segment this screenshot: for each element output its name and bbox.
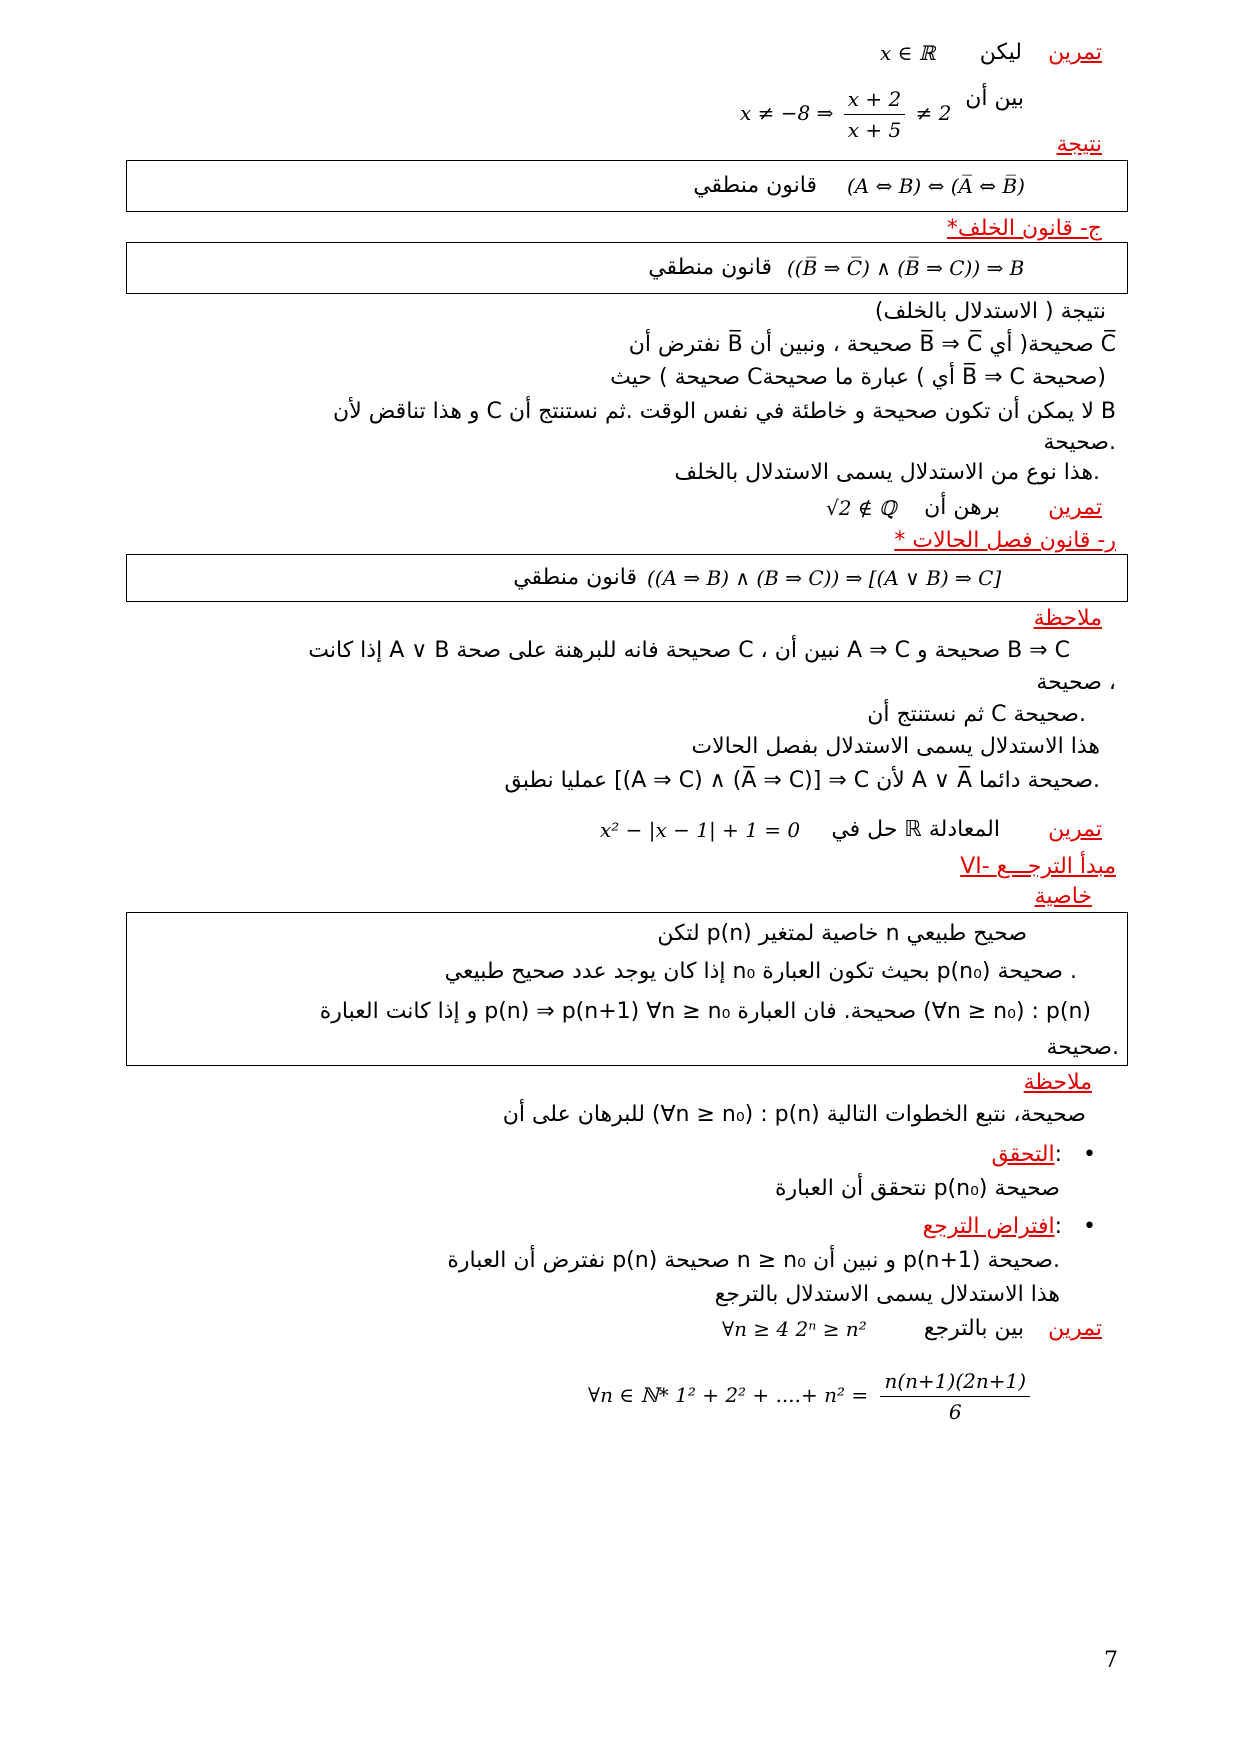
step-label: التحقق (991, 1142, 1055, 1167)
paragraph-line: و هذا تناقض لأن C لا يمكن أن تكون صحيحة و خاطئة في نفس الوقت .ثم نستنتج أن B (333, 399, 1116, 424)
exercise-label: تمرين (1048, 1316, 1102, 1341)
section-heading: * ر- قانون فصل الحالات (894, 528, 1116, 553)
math-right: ≠ 2 (915, 101, 952, 125)
exercise-text: بين بالترجع (923, 1316, 1024, 1341)
property-line: صحيحة. (1046, 1035, 1119, 1060)
paragraph-line: عمليا نطبق [(A ⇒ C) ∧ (A̅ ⇒ C)] ⇒ C لأن A ∨ A̅ صحيحة دائما. (504, 768, 1100, 793)
page-number: 7 (1104, 1648, 1118, 1673)
fraction (880, 1366, 1030, 1427)
paragraph-line: ثم نستنتج أن C صحيحة. (867, 702, 1086, 727)
result-label: نتيجة (1056, 132, 1102, 157)
law-text: قانون منطقي (693, 173, 817, 198)
step-heading: التحقق: (991, 1142, 1062, 1167)
bullet-dot: • (1083, 1142, 1096, 1167)
law-text: قانون منطقي (513, 565, 637, 590)
property-label: خاصية (1034, 884, 1092, 909)
property-box (126, 912, 1128, 1066)
law-box (126, 554, 1128, 602)
result-title: نتيجة ( الاستدلال بالخلف) (874, 299, 1106, 324)
bullet-dot: • (1083, 1214, 1096, 1239)
exercise-label: تمرين (1048, 495, 1102, 520)
note-label: ملاحظة (1023, 1070, 1092, 1095)
law-box (126, 242, 1128, 294)
paragraph-line: إذا كانت A ∨ B صحيحة فانه للبرهنة على صحة C ، نبين أن A ⇒ C صحيحة و B ⇒ C (308, 638, 1070, 663)
section-heading: VI- مبدأ الترجـــع (960, 854, 1116, 879)
property-line: إذا كان يوجد عدد صحيح طبيعي n₀ بحيث تكون العبارة p(n₀) صحيحة . (444, 959, 1077, 984)
section-heading: *ج- قانون الخلف (946, 216, 1102, 241)
fraction-numerator: n(n+1)(2n+1) (880, 1366, 1030, 1397)
math-expression (588, 1366, 1030, 1427)
exercise-text: حل في ℝ المعادلة (831, 817, 1000, 842)
paragraph-line: نفترض أن B̅ صحيحة ، ونبين أن B̅ ⇒ C̅ صحيحة( أي C̅ (628, 332, 1116, 357)
math-expression: x ∈ ℝ (880, 41, 936, 65)
step-text: نتحقق أن العبارة p(n₀) صحيحة (774, 1176, 1060, 1201)
paragraph-line: صحيحة. (1043, 430, 1116, 455)
law-math: (A ⇔ B) ⇔ (A̅ ⇔ B̅) (847, 174, 1025, 198)
paragraph-line: صحيحة ) حيث Cعبارة ما صحيحة ( أي B̅ ⇒ C صحيحة) (610, 365, 1106, 390)
paragraph-line: صحيحة ، (1036, 670, 1116, 695)
law-math: ((A ⇒ B) ∧ (B ⇒ C)) ⇒ [(A ∨ B) ⇒ C] (647, 566, 1002, 590)
property-line: و إذا كانت العبارة p(n) ⇒ p(n+1) ∀n ≥ n₀ صحيحة. فان العبارة (∀n ≥ n₀) : p(n) (319, 999, 1091, 1024)
law-box (126, 160, 1128, 212)
math-expression: x² − |x − 1| + 1 = 0 (600, 818, 801, 842)
step-text: نفترض أن العبارة p(n) صحيحة n ≥ n₀ و نبين أن p(n+1) صحيحة. (447, 1248, 1060, 1273)
exercise-text: بين أن (965, 86, 1024, 111)
math-left: x ≠ −8 ⇒ (740, 101, 834, 125)
note-label: ملاحظة (1033, 606, 1102, 631)
paragraph-line: هذا الاستدلال يسمى الاستدلال بفصل الحالات (691, 734, 1100, 759)
paragraph-line: هذا نوع من الاستدلال يسمى الاستدلال بالخلف. (674, 460, 1100, 485)
law-text: قانون منطقي (648, 255, 772, 280)
fraction (844, 84, 905, 145)
exercise-text: ليكن (979, 40, 1022, 65)
step-label: افتراض الترجع (922, 1214, 1055, 1239)
math-expression: ∀n ≥ 4 2ⁿ ≥ n² (722, 1317, 867, 1341)
exercise-label: تمرين (1048, 817, 1102, 842)
exercise-text: برهن أن (924, 495, 1000, 520)
math-expression (740, 84, 951, 145)
fraction-denominator: 6 (948, 1400, 962, 1424)
fraction-numerator: x + 2 (844, 84, 905, 115)
step-heading: افتراض الترجع: (922, 1214, 1062, 1239)
law-math: ((B̅ ⇒ C̅) ∧ (B̅ ⇒ C)) ⇒ B (787, 256, 1025, 280)
math-expression: √2 ∉ ℚ (826, 496, 897, 520)
exercise-label: تمرين (1048, 40, 1102, 65)
paragraph-line: هذا الاستدلال يسمى الاستدلال بالترجع (714, 1282, 1060, 1307)
sum-expression: ∀n ∈ ℕ* 1² + 2² + ....+ n² = (588, 1383, 869, 1407)
fraction-denominator: x + 5 (847, 118, 902, 142)
property-line: لتكن p(n) خاصية لمتغير n صحيح طبيعي (657, 921, 1027, 946)
paragraph-line: للبرهان على أن (∀n ≥ n₀) : p(n) صحيحة، نتبع الخطوات التالية (502, 1102, 1086, 1127)
